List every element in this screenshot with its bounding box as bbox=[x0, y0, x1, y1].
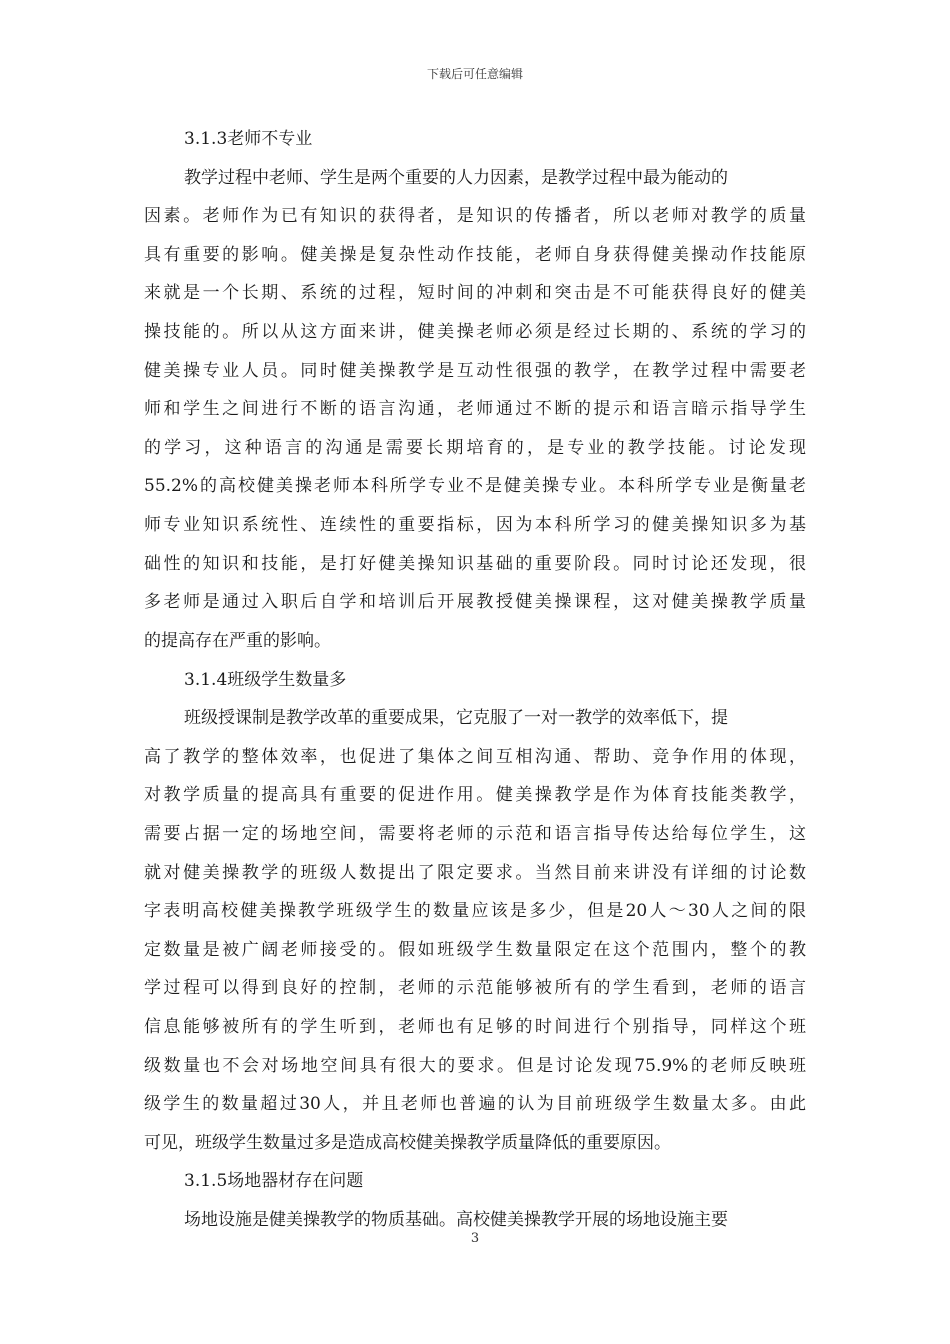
document-body bbox=[144, 120, 806, 1240]
text-line: 55.2%的高校健美操老师本科所学专业不是健美操专业。本科所学专业是衡量老 bbox=[144, 476, 806, 497]
text-line: 高了教学的整体效率，也促进了集体之间互相沟通、帮助、竞争作用的体现， bbox=[144, 746, 806, 767]
text-line: 的学习，这种语言的沟通是需要长期培育的，是专业的教学技能。讨论发现 bbox=[144, 437, 806, 458]
text-line: 的提高存在严重的影响。 bbox=[144, 630, 331, 651]
text-line: 健美操专业人员。同时健美操教学是互动性很强的教学，在教学过程中需要老 bbox=[144, 360, 806, 381]
text-line: 师和学生之间进行不断的语言沟通，老师通过不断的提示和语言暗示指导学生 bbox=[144, 399, 806, 420]
text-line: 级数量也不会对场地空间具有很大的要求。但是讨论发现75.9%的老师反映班 bbox=[144, 1055, 806, 1076]
text-line: 教学过程中老师、学生是两个重要的人力因素，是教学过程中最为能动的 bbox=[184, 167, 728, 188]
page-number: 3 bbox=[470, 1231, 480, 1246]
text-line: 来就是一个长期、系统的过程，短时间的冲刺和突击是不可能获得良好的健美 bbox=[144, 283, 806, 304]
text-line: 具有重要的影响。健美操是复杂性动作技能，老师自身获得健美操动作技能原 bbox=[144, 244, 806, 265]
text-line: 可见，班级学生数量过多是造成高校健美操教学质量降低的重要原因。 bbox=[144, 1132, 671, 1153]
page-header: 下载后可任意编辑 bbox=[426, 67, 523, 81]
text-line: 信息能够被所有的学生听到，老师也有足够的时间进行个别指导，同样这个班 bbox=[144, 1017, 806, 1038]
text-line: 场地设施是健美操教学的物质基础。高校健美操教学开展的场地设施主要 bbox=[184, 1210, 728, 1231]
section-heading: 3.1.4班级学生数量多 bbox=[184, 669, 347, 690]
section-heading: 3.1.3老师不专业 bbox=[184, 129, 313, 149]
text-line: 级学生的数量超过30人，并且老师也普遍的认为目前班级学生数量太多。由此 bbox=[144, 1094, 806, 1115]
text-line: 班级授课制是教学改革的重要成果，它克服了一对一教学的效率低下，提 bbox=[184, 708, 728, 729]
text-line: 定数量是被广阔老师接受的。假如班级学生数量限定在这个范围内，整个的教 bbox=[144, 939, 806, 960]
text-line: 对教学质量的提高具有重要的促进作用。健美操教学是作为体育技能类教学， bbox=[144, 785, 806, 806]
text-line: 多老师是通过入职后自学和培训后开展教授健美操课程，这对健美操教学质量 bbox=[144, 592, 806, 613]
text-line: 学过程可以得到良好的控制，老师的示范能够被所有的学生看到，老师的语言 bbox=[144, 978, 806, 999]
text-line: 师专业知识系统性、连续性的重要指标，因为本科所学习的健美操知识多为基 bbox=[144, 515, 806, 536]
text-line: 字表明高校健美操教学班级学生的数量应该是多少，但是20人～30人之间的限 bbox=[144, 901, 806, 922]
section-heading: 3.1.5场地器材存在问题 bbox=[184, 1171, 364, 1192]
text-line: 需要占据一定的场地空间，需要将老师的示范和语言指导传达给每位学生，这 bbox=[144, 823, 806, 844]
text-line: 就对健美操教学的班级人数提出了限定要求。当然目前来讲没有详细的讨论数 bbox=[144, 862, 806, 883]
text-line: 因素。老师作为已有知识的获得者，是知识的传播者，所以老师对教学的质量 bbox=[144, 206, 806, 227]
text-line: 础性的知识和技能，是打好健美操知识基础的重要阶段。同时讨论还发现，很 bbox=[144, 553, 806, 574]
text-line: 操技能的。所以从这方面来讲，健美操老师必须是经过长期的、系统的学习的 bbox=[144, 322, 806, 343]
